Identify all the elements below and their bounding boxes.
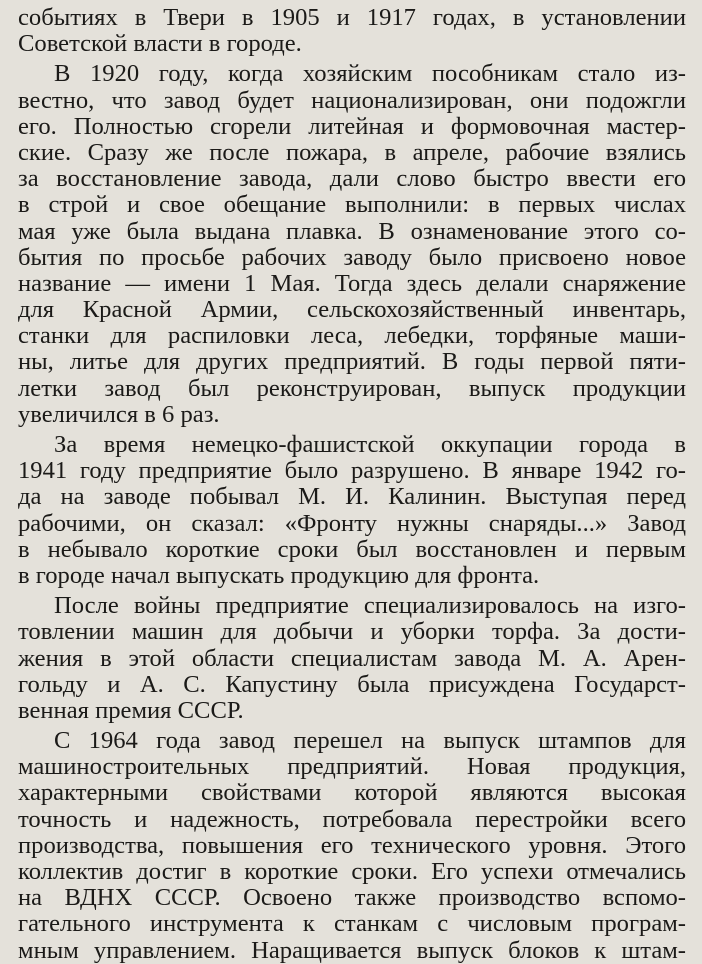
text-line: жения в этой области специалистам завода М. А. Арен- (18, 644, 686, 672)
text-line: в городе начал выпускать продукцию для фронта. (18, 561, 540, 589)
text-line: да на заводе побывал М. И. Калинин. Выступая перед (18, 483, 686, 511)
text-line: вестно, что завод будет национализирован, они подожгли (18, 86, 686, 114)
text-line: производства, повышения его технического уровня. Этого (18, 831, 686, 859)
text-line: бытия по просьбе рабочих заводу было присвоено новое (18, 243, 686, 271)
text-line: товлении машин для добычи и уборки торфа. За дости- (18, 618, 686, 646)
text-line: событиях в Твери в 1905 и 1917 годах, в установлении (18, 4, 686, 31)
text-line: точность и надежность, потребовала перестройки всего (18, 805, 686, 833)
text-line: гольду и А. С. Капустину была присуждена Государст- (18, 670, 686, 698)
text-line: мным управлением. Наращивается выпуск блоков к штам- (18, 936, 686, 964)
text-line: в строй и свое обещание выполнили: в первых числах (18, 191, 686, 219)
text-line: название — имени 1 Мая. Тогда здесь делали снаряжение (18, 269, 686, 297)
text-line: на ВДНХ СССР. Освоено также производство вспомо- (18, 884, 686, 912)
text-line: венная премия СССР. (18, 696, 244, 724)
text-line: его. Полностью сгорели литейная и формовочная мастер- (18, 112, 686, 140)
text-line: 1941 году предприятие было разрушено. В январе 1942 го- (18, 457, 686, 485)
paragraph-start-line: С 1964 года завод перешел на выпуск штампов для (54, 727, 686, 755)
text-line: рабочими, он сказал: «Фронту нужны снаряды...» Завод (18, 509, 686, 537)
text-line: летки завод был реконструирован, выпуск продукции (18, 374, 686, 402)
text-line: увеличился в 6 раз. (18, 400, 220, 428)
text-line: станки для распиловки леса, лебедки, торфяные маши- (18, 322, 686, 350)
text-line: гательного инструмента к станкам с числовым програм- (18, 910, 686, 938)
text-line: характерными свойствами которой являются высокая (18, 779, 686, 807)
text-line: ны, литье для других предприятий. В годы первой пяти- (18, 348, 686, 376)
text-line: ские. Сразу же после пожара, в апреле, рабочие взялись (18, 138, 686, 166)
text-line: в небывало короткие сроки был восстановлен и первым (18, 535, 686, 563)
text-line: машиностроительных предприятий. Новая продукция, (18, 753, 686, 781)
paragraph-start-line: В 1920 году, когда хозяйским пособникам стало из- (54, 60, 686, 88)
text-line: коллектив достиг в короткие сроки. Его успехи отмечались (18, 858, 686, 885)
body-text (18, 5, 686, 964)
text-line: Советской власти в городе. (18, 30, 302, 58)
text-line: для Красной Армии, сельскохозяйственный инвентарь, (18, 296, 686, 324)
text-line: мая уже была выдана плавка. В ознаменование этого со- (18, 217, 686, 245)
paragraph-start-line: За время немецко-фашистской оккупации города в (54, 431, 686, 458)
paragraph-start-line: После войны предприятие специализировалось на изго- (54, 592, 686, 620)
text-line: за восстановление завода, дали слово быстро ввести его (18, 165, 686, 193)
